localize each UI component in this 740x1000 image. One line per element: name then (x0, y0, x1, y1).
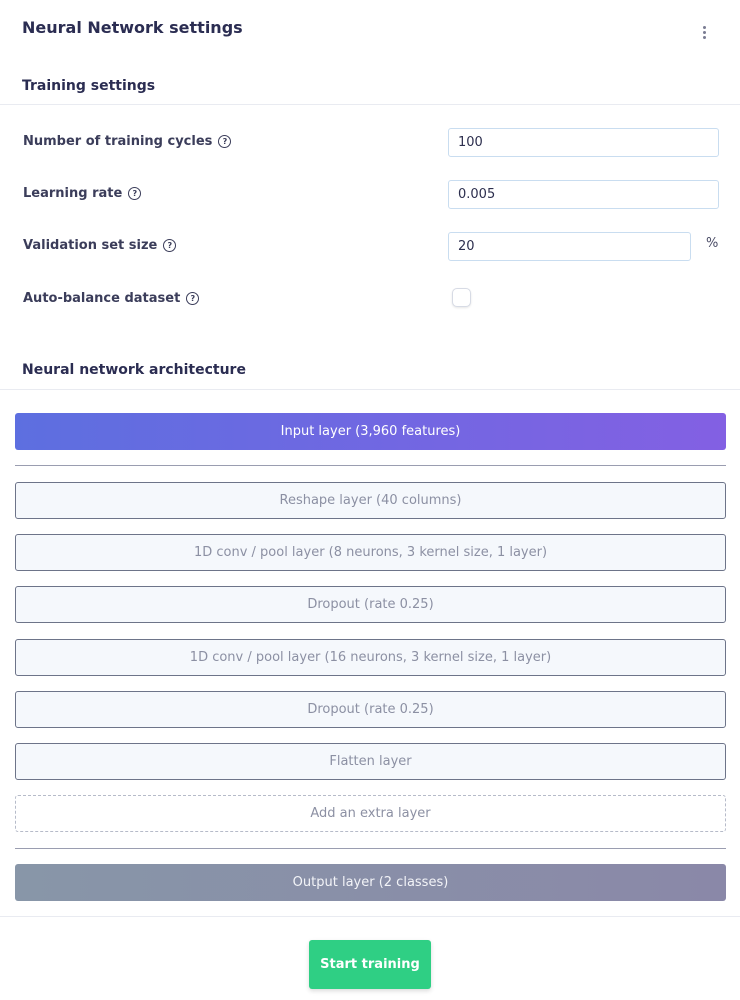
input-layer[interactable]: Input layer (3,960 features) (15, 413, 726, 450)
help-icon[interactable]: ? (163, 239, 176, 252)
output-layer[interactable]: Output layer (2 classes) (15, 864, 726, 901)
kebab-menu-icon[interactable] (694, 22, 714, 42)
section-divider (0, 916, 740, 917)
learning-rate-label-text: Learning rate (23, 186, 123, 201)
flatten-layer[interactable]: Flatten layer (15, 743, 726, 780)
menu-dot (703, 36, 706, 39)
conv-pool-layer-2[interactable]: 1D conv / pool layer (16 neurons, 3 kernel size, 1 layer) (15, 639, 726, 676)
add-extra-layer-button[interactable]: Add an extra layer (15, 795, 726, 832)
help-icon[interactable]: ? (186, 292, 199, 305)
reshape-layer[interactable]: Reshape layer (40 columns) (15, 482, 726, 519)
conv-pool-layer-1[interactable]: 1D conv / pool layer (8 neurons, 3 kernel size, 1 layer) (15, 534, 726, 571)
auto-balance-label-text: Auto-balance dataset (23, 291, 181, 306)
training-cycles-label-text: Number of training cycles (23, 134, 213, 149)
page-title: Neural Network settings (22, 18, 243, 37)
menu-dot (703, 26, 706, 29)
learning-rate-label (23, 186, 141, 201)
section-divider (0, 104, 740, 105)
dropout-layer-1[interactable]: Dropout (rate 0.25) (15, 586, 726, 623)
training-settings-title: Training settings (22, 78, 156, 94)
auto-balance-checkbox[interactable] (452, 288, 471, 307)
auto-balance-label (23, 291, 199, 306)
help-icon[interactable]: ? (218, 135, 231, 148)
menu-dot (703, 31, 706, 34)
validation-set-size-label-text: Validation set size (23, 238, 158, 253)
layer-separator (15, 848, 726, 849)
layer-separator (15, 465, 726, 466)
architecture-title: Neural network architecture (22, 362, 246, 378)
start-training-button[interactable]: Start training (309, 940, 431, 989)
validation-set-size-label (23, 238, 176, 253)
validation-set-size-input[interactable] (448, 232, 691, 261)
percent-unit: % (706, 236, 719, 251)
training-cycles-input[interactable] (448, 128, 719, 157)
learning-rate-input[interactable] (448, 180, 719, 209)
dropout-layer-2[interactable]: Dropout (rate 0.25) (15, 691, 726, 728)
section-divider (0, 389, 740, 390)
help-icon[interactable]: ? (128, 187, 141, 200)
training-cycles-label (23, 134, 231, 149)
